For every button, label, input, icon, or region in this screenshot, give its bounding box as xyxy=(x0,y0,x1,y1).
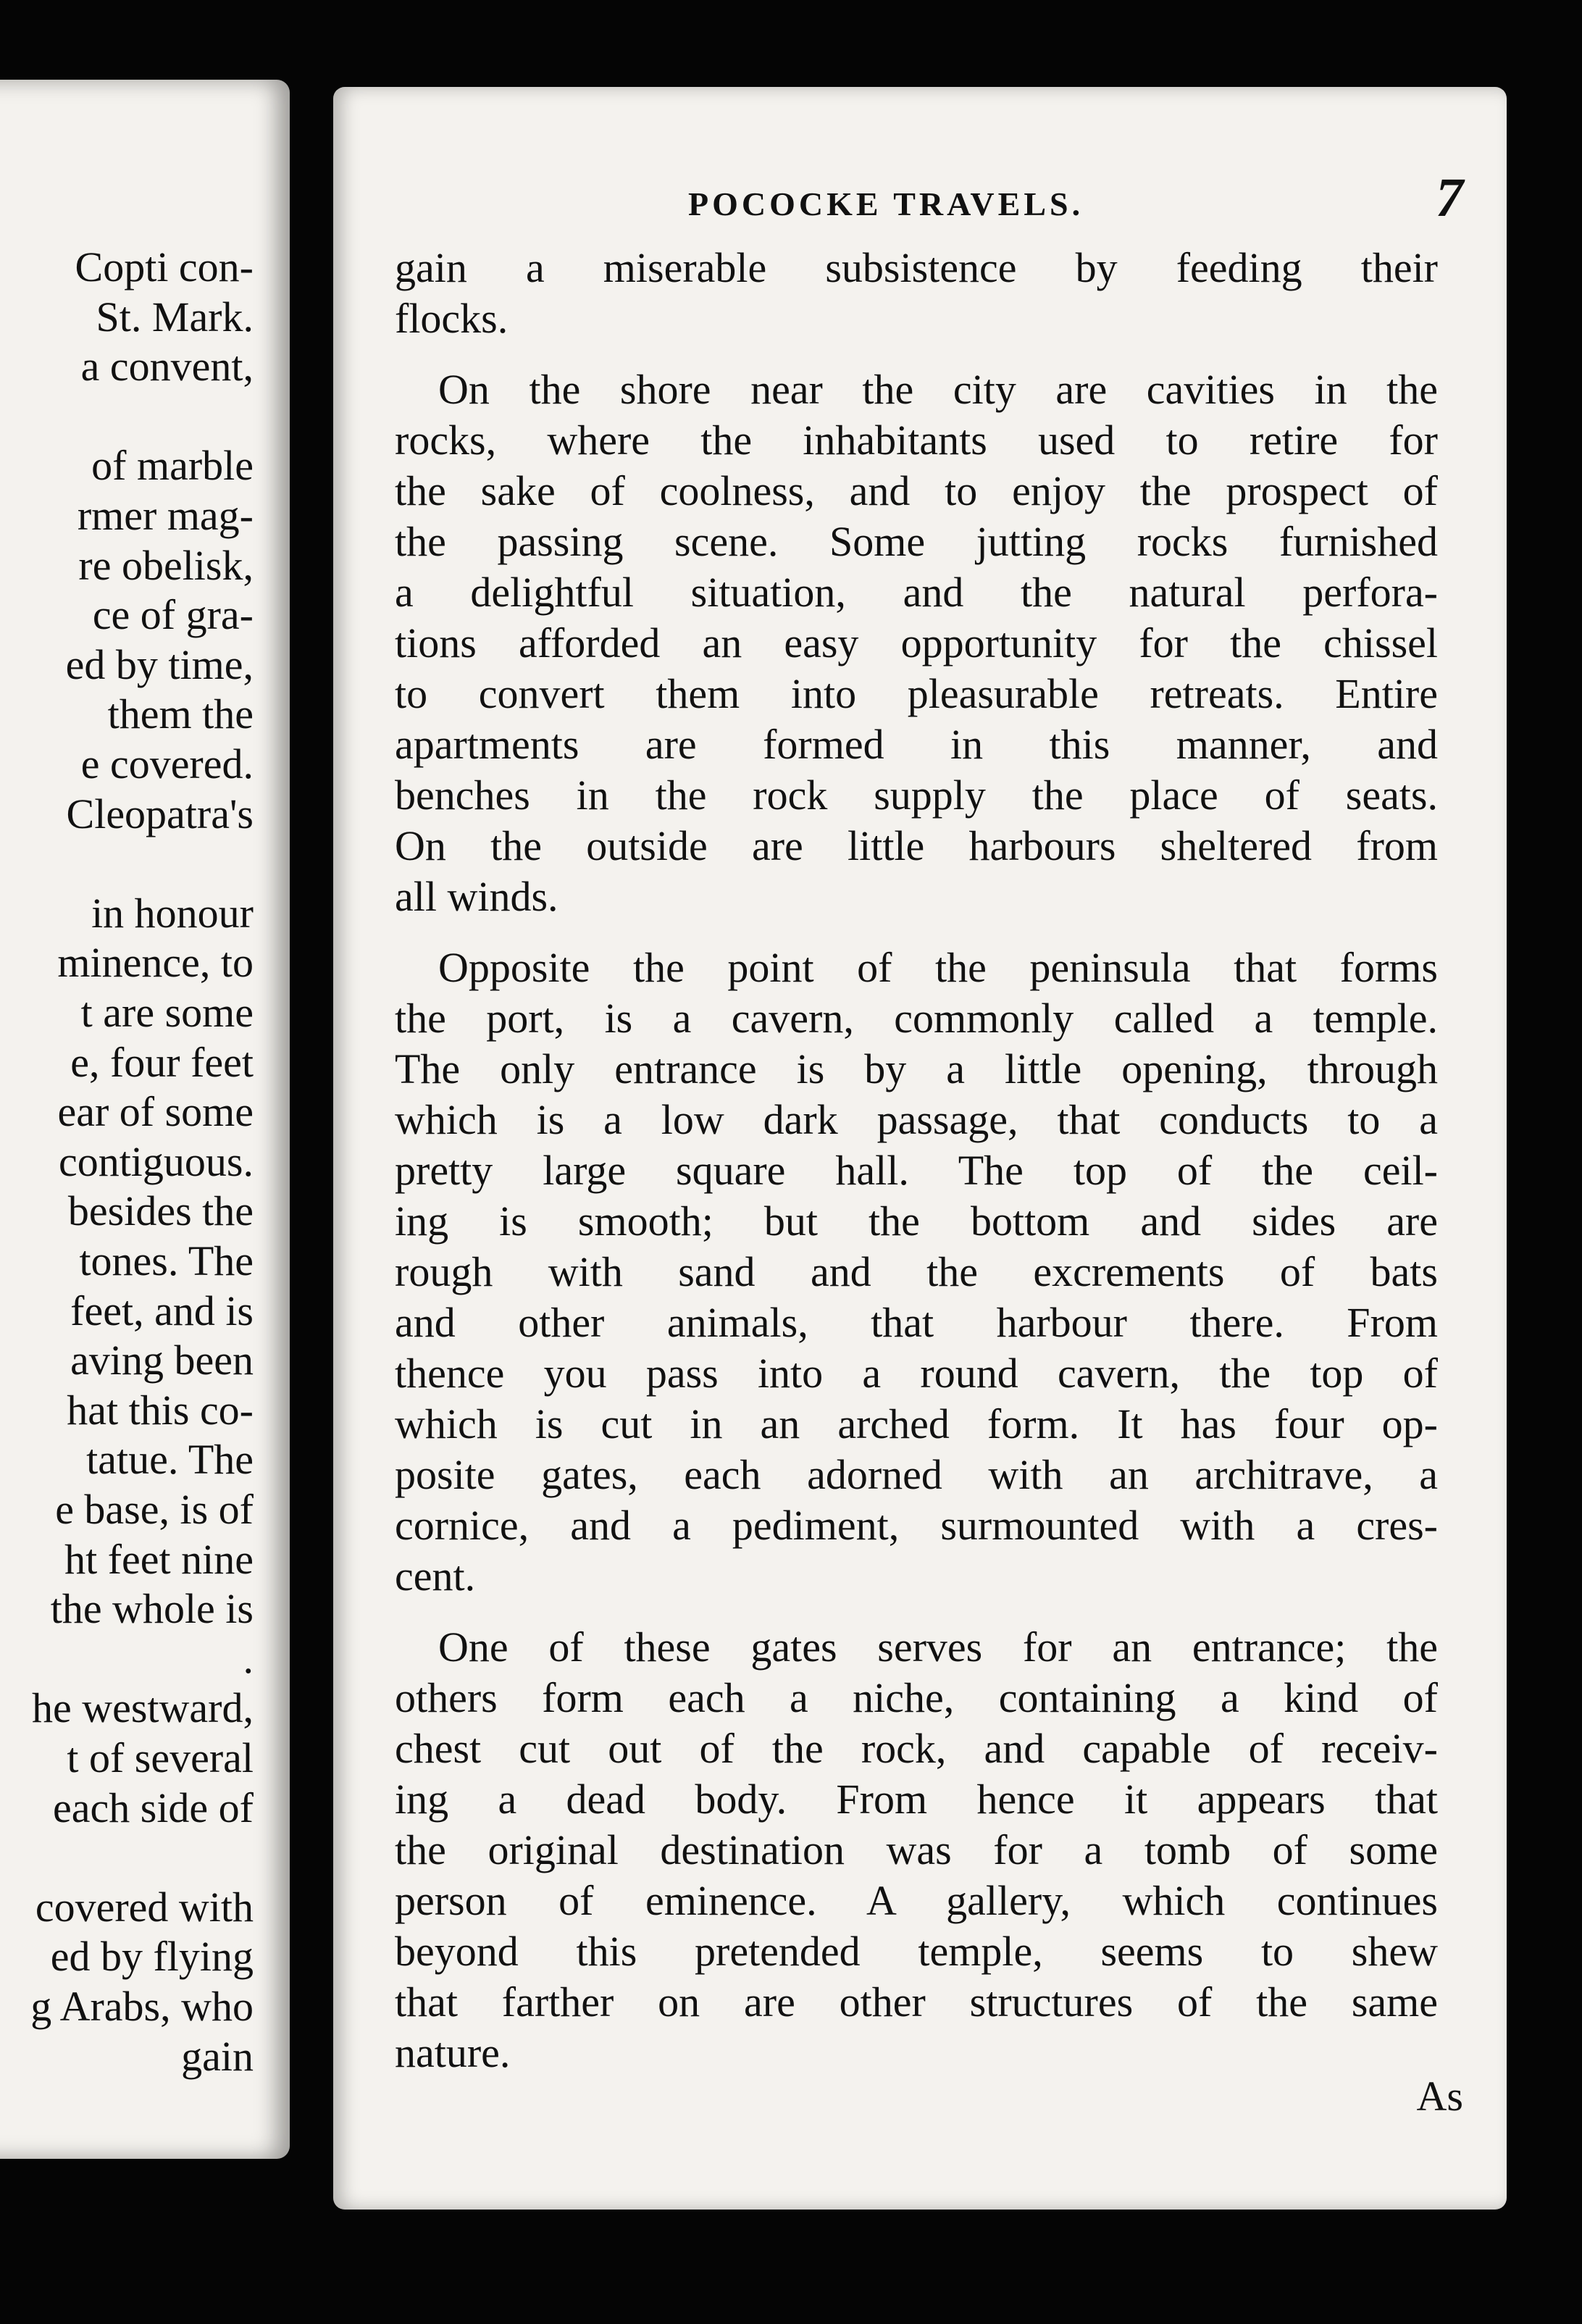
text-line: and other animals, that harbour there. From xyxy=(395,1299,1438,1346)
left-page-line: t are some xyxy=(80,989,254,1036)
text-line: tions afforded an easy opportunity for the chissel xyxy=(395,619,1438,666)
left-page-line: Cleopatra's xyxy=(66,790,254,837)
left-page-line: Copti con- xyxy=(75,243,254,290)
text-line: pretty large square hall. The top of the ceil- xyxy=(395,1147,1438,1194)
text-line: gain a miserable subsistence by feeding their xyxy=(395,244,1438,291)
left-page-line: tatue. The xyxy=(86,1436,254,1484)
left-page-line: re obelisk, xyxy=(78,541,254,589)
text-line: beyond this pretended temple, seems to shew xyxy=(395,1928,1438,1975)
paragraph xyxy=(395,942,1438,1602)
left-page-line: them the xyxy=(107,690,254,738)
body-text xyxy=(395,243,1438,2078)
text-line: Opposite the point of the peninsula that forms xyxy=(438,944,1438,991)
text-line: the port, is a cavern, commonly called a temple. xyxy=(395,995,1438,1042)
left-page-line: ht feet nine xyxy=(64,1535,254,1583)
text-line: which is a low dark passage, that conducts to a xyxy=(395,1096,1438,1143)
left-page-line: covered with xyxy=(35,1883,254,1931)
left-page-line: he westward, xyxy=(31,1684,254,1732)
text-line: ing a dead body. From hence it appears that xyxy=(395,1776,1438,1823)
left-page-line: g Arabs, who xyxy=(30,1983,254,2030)
paragraph xyxy=(395,243,1438,344)
text-line: ing is smooth; but the bottom and sides are xyxy=(395,1197,1438,1245)
text-line: that farther on are other structures of the same xyxy=(395,1978,1438,2026)
paragraph xyxy=(395,1622,1438,2078)
text-line: cornice, and a pediment, surmounted with a cres- xyxy=(395,1502,1438,1549)
text-line: the passing scene. Some jutting rocks furnished xyxy=(395,518,1438,565)
text-line: all winds. xyxy=(395,873,558,920)
text-line: One of these gates serves for an entrance; the xyxy=(438,1623,1438,1671)
left-page-line: of marble xyxy=(91,442,254,490)
text-line: person of eminence. A gallery, which continues xyxy=(395,1877,1438,1924)
left-page-line: t of several xyxy=(67,1734,254,1781)
text-line: apartments are formed in this manner, and xyxy=(395,721,1438,768)
left-page-line: e covered. xyxy=(80,740,254,787)
left-page-line: rmer mag- xyxy=(77,492,254,539)
page-number: 7 xyxy=(1436,167,1463,228)
running-header: POCOCKE TRAVELS. xyxy=(688,185,1084,222)
catchword: As xyxy=(1416,2073,1463,2120)
left-page-line: feet, and is xyxy=(70,1287,254,1334)
text-line: the sake of coolness, and to enjoy the prospect of xyxy=(395,467,1438,514)
left-page-line: tones. The xyxy=(79,1237,254,1284)
left-page-line: ed by flying xyxy=(50,1933,254,1981)
text-line: to convert them into pleasurable retreats. Entire xyxy=(395,670,1438,717)
right-page xyxy=(333,87,1507,2210)
left-page-line: gain xyxy=(181,2032,254,2080)
text-line: thence you pass into a round cavern, the top of xyxy=(395,1350,1438,1397)
text-line: cent. xyxy=(395,1552,476,1600)
left-page-line: in honour xyxy=(91,889,254,937)
text-line: nature. xyxy=(395,2029,511,2076)
left-page-line: each side of xyxy=(53,1784,254,1831)
text-line: a delightful situation, and the natural perfora- xyxy=(395,569,1438,616)
left-page-line: contiguous. xyxy=(58,1137,254,1185)
left-page-fragment xyxy=(0,80,290,2159)
text-line: others form each a niche, containing a kind of xyxy=(395,1674,1438,1721)
text-line: rough with sand and the excrements of bats xyxy=(395,1248,1438,1295)
text-line: benches in the rock supply the place of seats. xyxy=(395,772,1438,819)
left-page-line: e, four feet xyxy=(70,1038,254,1086)
left-page-line: ear of some xyxy=(57,1088,254,1136)
left-page-line: e base, is of xyxy=(55,1486,254,1533)
left-page-line: minence, to xyxy=(57,939,254,987)
text-line: the original destination was for a tomb of some xyxy=(395,1826,1438,1873)
text-line: flocks. xyxy=(395,295,508,342)
paragraph xyxy=(395,364,1438,922)
text-line: rocks, where the inhabitants used to retire for xyxy=(395,417,1438,464)
text-line: On the outside are little harbours sheltered from xyxy=(395,822,1438,869)
left-page-line: ed by time, xyxy=(65,640,254,688)
left-page-line: a convent, xyxy=(80,343,254,390)
left-page-line: . xyxy=(243,1634,254,1682)
left-page-line: the whole is xyxy=(50,1585,254,1633)
left-page-line: aving been xyxy=(70,1337,254,1384)
left-page-line: ce of gra- xyxy=(92,591,254,639)
left-page-line: besides the xyxy=(67,1187,254,1235)
text-line: chest cut out of the rock, and capable of receiv- xyxy=(395,1725,1438,1772)
left-page-line: hat this co- xyxy=(67,1386,254,1434)
text-line: The only entrance is by a little opening, through xyxy=(395,1045,1438,1092)
left-page-line: St. Mark. xyxy=(96,293,254,340)
text-line: which is cut in an arched form. It has four op- xyxy=(395,1400,1438,1447)
text-line: posite gates, each adorned with an architrave, a xyxy=(395,1451,1438,1498)
text-line: On the shore near the city are cavities in the xyxy=(438,366,1438,413)
